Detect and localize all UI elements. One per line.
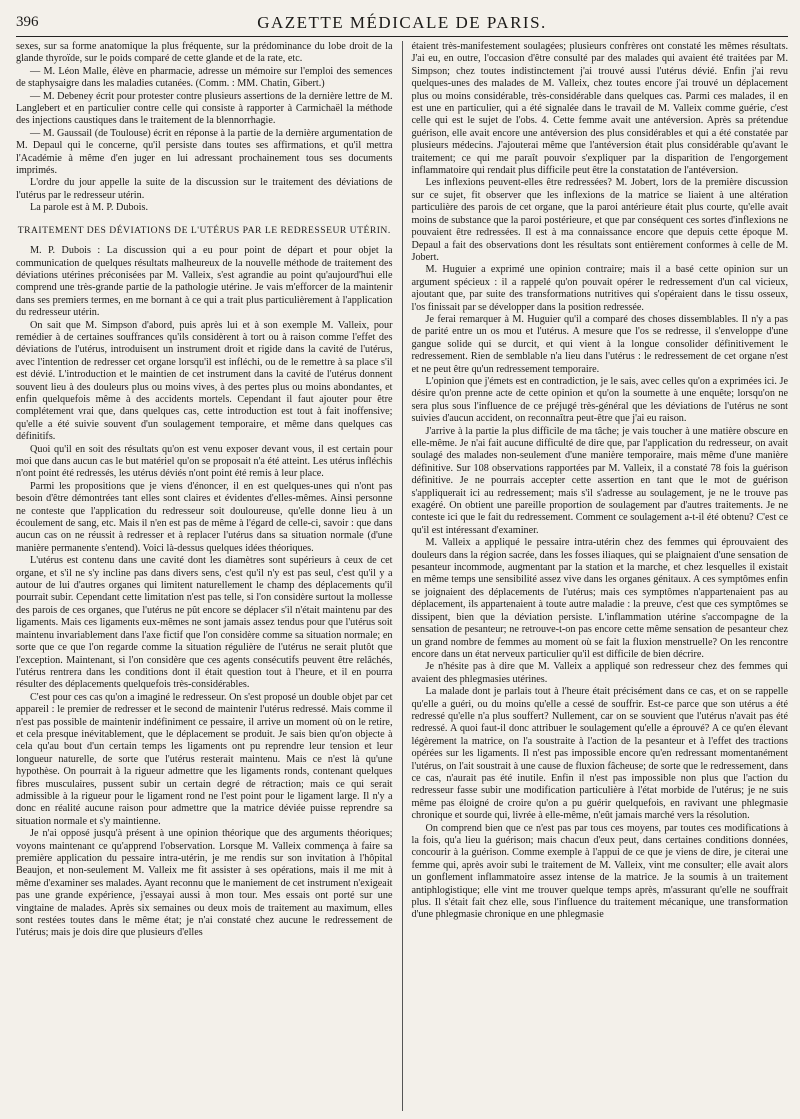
- paragraph: On comprend bien que ce n'est pas par tous ces moyens, par toutes ces modifications à la fois, qu'a lieu la guérison; mais chacun d'eux peut, dans certaines conditions données, concourir à la guérison. Comme exemple à l'appui de ce que je viens de dire, je citerai une femme qui, après avoir subi le traitement de M. Valleix, vint me consulter; elle avait alors un gonflement inflammatoire assez intense de la matrice. Je la soumis à un traitement antiphlogistique; elle vint me trouver quelque temps après, m'assurant qu'elle ne souffrait plus. Il s'était fait chez elle, sous l'influence du traitement mécanique, une transformation d'une phlegmasie chronique en une phlegmasie: [411, 822, 788, 921]
- paragraph: étaient très-manifestement soulagées; plusieurs confrères ont constaté les mêmes résultats. J'ai eu, en outre, l'occasion d'être consulté par des malades qui avaient été traitées par M. Simpson; chez toutes indistinctement j'ai trouvé aussi l'utérus dévié. Enfin j'ai revu quelques-unes des malades de M. Valleix, chez toutes encore j'ai trouvé un déplacement plus ou moins considérable, très-considérable dans quelques cas. Parmi ces malades, il en est une en particulier, qui a été signalée dans le travail de M. Valleix comme guérie, c'est celle qui est le sujet de l'obs. 4. Cette femme avait une antéversion. Après sa prétendue guérison, elle avait encore une antéversion des plus considérables et qui a été constatée par plusieurs médecins. J'ajouterai même que l'antéversion était plus considérable qu'avant le traitement; ce qui me paraît pouvoir s'expliquer par la disparition de l'engorgement inflammatoire qui rendait plus difficile peut être la constatation de l'antéversion.: [411, 41, 788, 177]
- paragraph: — M. Debeney écrit pour protester contre plusieurs assertions de la dernière lettre de M. Langlebert et en particulier contre celle qui consiste à rapporter à Carmichaël la méthode des injections caustiques dans le traitement de la blennorrhagie.: [16, 90, 393, 127]
- paragraph: La malade dont je parlais tout à l'heure était précisément dans ce cas, et on se rappelle qu'elle a guéri, ou du moins qu'elle a cessé de souffrir. Est-ce parce que son utérus a été redressé qu'elle n'a plus souffert? Nullement, car on se souvient que l'utérus n'avait pas été redressé. A quoi faut-il donc attribuer le soulagement qu'elle a éprouvé? A ce qu'en élevant légèrement la matrice, on l'a soustraite à l'action de la pesanteur et à l'effet des tractions opérées sur les ligaments. Il n'est pas impossible encore qu'en redressant momentanément l'utérus, on l'ait soustrait à une cause de fluxion fâcheuse; de sorte que le redressement, dans ce cas, n'aurait pas été inutile. Enfin il n'est pas impossible non plus que l'action du redresseur fasse subir une modification particulière à l'état morbide de l'utérus; je ne suis même pas éloigné de croire qu'on a pu guérir quelquefois, en ravivant une phlegmasie chronique et sourde qui, livrée à elle-même, n'eût jamais marché vers la résolution.: [411, 686, 788, 822]
- paragraph: Les inflexions peuvent-elles être redressées? M. Jobert, lors de la première discussion sur ce sujet, fit observer que les inflexions de la matrice se liaient à une altération particulière des parois de cet organe, que la paroi antérieure était plus courte, qu'elle avait moins de substance que la paroi postérieure, et que par conséquent ces sortes d'inflexions ne pouvaient être redressées. Il est à ma connaissance encore que depuis cette époque M. Depaul a fait des observations dont les résultats sont entièrement conformes à celle de M. Jobert.: [411, 177, 788, 263]
- paragraph: Je n'ai opposé jusqu'à présent à une opinion théorique que des arguments théoriques; voyons maintenant ce qu'apprend l'observation. Lorsque M. Valleix commença à faire sa première application du pessaire intra-utérin, je me rendis sur son invitation à l'hôpital Beaujon, et non-seulement M. Valleix me fit assister à ses opérations, mais il me mit à même d'examiner ses malades. Ayant reconnu que le maniement de cet instrument n'exigeait pas une grande expérience, j'essayai aussi à mon tour. Mes essais ont porté sur une vingtaine de malades. Après six semaines ou deux mois de traitement au maximum, elles sont restées toutes dans le même état; je n'ai constaté chez aucune le redressement de l'utérus; mais je dois dire que plusieurs d'elles: [16, 828, 393, 939]
- paragraph: L'opinion que j'émets est en contradiction, je le sais, avec celles qu'on a exprimées ici. Je désire qu'on prenne acte de cette opinion et qu'on la soumette à une enquête; lorsqu'on ne sera plus sous l'influence de ce préjugé très-général que les déviations de l'utérus ne sont suivies d'aucun accident, on reconnaîtra peut-être que j'ai eu raison.: [411, 375, 788, 425]
- text-columns: [16, 41, 788, 1111]
- paragraph: Je ferai remarquer à M. Huguier qu'il a comparé des choses dissemblables. Il n'y a pas de parité entre un os mou et l'utérus. A mesure que l'os se redresse, il s'enveloppe d'une gangue solide qui se durcit, et qui vient à la longue consolider définitivement le redressement. Rien de semblable n'a lieu dans l'utérus : le redressement de cet organe n'est et ne peut être qu'un redressement temporaire.: [411, 313, 788, 375]
- paragraph: — M. Léon Malle, élève en pharmacie, adresse un mémoire sur l'emploi des semences de staphysaigre dans les maladies cutanées. (Comm. : MM. Chatin, Gibert.): [16, 65, 393, 90]
- left-column: [16, 41, 403, 1111]
- paragraph: J'arrive à la partie la plus difficile de ma tâche; je vais toucher à une matière obscure en elle-même. Je n'ai fait aucune difficulté de dire que, par l'application du redresseur, on avait soulagé des malades non-seulement d'une manière temporaire, mais même d'une manière définitive. Sur 108 observations rapportées par M. Valleix, il a constaté 78 fois la guérison définitive. Je ne pourrais accepter cette assertion en tant que le mot de guérison s'appliquerait ici au redressement; mais s'il s'adresse au soulagement, je ne le trouve pas exagéré. On obtient une pareille proportion de soulagement par d'autres traitements. Je ne conteste ici que le fait du redressement. Comment ce soulagement a-t-il été obtenu? C'est ce qu'il est intéressant d'examiner.: [411, 425, 788, 536]
- section-heading: TRAITEMENT DES DÉVIATIONS DE L'UTÉRUS PAR LE REDRESSEUR UTÉRIN.: [17, 224, 391, 236]
- paragraph: On sait que M. Simpson d'abord, puis après lui et à son exemple M. Valleix, pour remédier à de certaines souffrances qu'ils considèrent à tort ou à raison comme l'effet des déviations de l'utérus, introduisent un instrument droit et rigide dans la cavité de l'utérus, avec l'intention de redresser cet organe lorsqu'il est infléchi, ou de le remettre à sa place s'il est dévié. L'introduction et le maintien de cet instrument dans la cavité de l'utérus donnent souvent lieu à des douleurs plus ou moins vives, à des pertes plus ou moins abondantes, et enfin quelquefois même à des accidents mortels. Cependant il faut ajouter pour être complétement vrai que, dans quelques cas, cette introduction est tout à fait inoffensive; qu'elle a été suivie souvent d'un soulagement temporaire, et même dans quelques cas définitifs.: [16, 319, 393, 443]
- paragraph: L'ordre du jour appelle la suite de la discussion sur le traitement des déviations de l'utérus par le redresseur utérin.: [16, 177, 393, 201]
- paragraph: La parole est à M. P. Dubois.: [30, 202, 148, 214]
- page-number: 396: [16, 14, 39, 30]
- paragraph: — M. Gaussail (de Toulouse) écrit en réponse à la partie de la dernière argumentation de M. Depaul qui le concerne, qu'il persiste dans toutes ses affirmations, et qu'il mettra l'Académie à même d'en juger en lui adressant prochainement tous ses documents imprimés.: [16, 127, 393, 177]
- paragraph: L'utérus est contenu dans une cavité dont les diamètres sont supérieurs à ceux de cet organe, et s'il ne s'y incline pas dans divers sens, c'est qu'il n'y est pas seul, c'est qu'il y a autour de lui d'autres organes qui limitent naturellement le champ des déplacements qu'il pourrait subir. Cependant cette limitation n'est pas telle, si l'on considère surtout la mollesse des parois de ces organes, que l'utérus ne pût encore se déplacer s'il n'était maintenu par des ligaments. Mais ces ligaments eux-mêmes ne sont jamais assez tendus pour que l'utérus soit maintenu invariablement dans l'axe fictif que l'on considère comme sa situation normale; en sorte que ce que l'on regarde comme la situation régulière de l'utérus ne serait plutôt que l'exception. Maintenant, si l'on considère que ces agents consécutifs peuvent être relâchés, l'utérus rentrera dans les conditions dont il était question tout à l'heure, et il en pourra résulter des déplacements quelquefois très-considérables.: [16, 555, 393, 691]
- paragraph: sexes, sur sa forme anatomique la plus fréquente, sur la prédominance du lobe droit de la glande thyroïde, sur le poids comparé de cette glande et de la rate, etc.: [16, 41, 393, 65]
- paragraph: Je n'hésite pas à dire que M. Valleix a appliqué son redresseur chez des femmes qui avaient des phlegmasies utérines.: [411, 661, 788, 685]
- page-header: [16, 12, 788, 37]
- paragraph: M. Valleix a appliqué le pessaire intra-utérin chez des femmes qui éprouvaient des douleurs dans la région sacrée, dans les fosses iliaques, qui se plaignaient d'une sensation de pesanteur incommode, augmentant par la station et la marche, et chez lesquelles il existait en même temps une sensibilité assez vive dans les organes génitaux. A ces symptômes enfin se joignaient des déplacements de l'utérus; mais ces symptômes n'appartenaient pas au déplacement, ils appartenaient à toute autre maladie : la preuve, c'est que ces symptômes se dissipent, bien que la déviation persiste. L'inflammation utérine s'accompagne de la sensation de pesanteur; ne retrouve-t-on pas encore cette même sensation de pesanteur chez un grand nombre de femmes au moment où se fait la fluxion menstruelle? On les rencontre encore dans un état nerveux particulier qu'il est difficile de bien décrire.: [411, 537, 788, 660]
- journal-title: GAZETTE MÉDICALE DE PARIS.: [257, 13, 547, 32]
- paragraph: Quoi qu'il en soit des résultats qu'on est venu exposer devant vous, il est certain pour moi que dans aucun cas le but matériel qu'on se proposait n'a été atteint. Les utérus infléchis n'ont point été redressés, les utérus déviés n'ont point été remis à leur place.: [16, 443, 393, 480]
- paragraph: Parmi les propositions que je viens d'énoncer, il en est quelques-unes qui n'ont pas besoin d'être démontrées tant elles sont claires et évidentes d'elles-mêmes. Ainsi personne ne conteste que l'application du redresseur soit douloureuse, qu'elle donne lieu à un écoulement de sang, etc. Mais il n'en est pas de même à l'égard de celle-ci, savoir : que dans aucun cas on ne réussit à redresser et à replacer l'utérus dans sa situation normale (d'une manière permanente s'entend). Voici là-dessus quelques idées théoriques.: [16, 480, 393, 554]
- paragraph: M. Huguier a exprimé une opinion contraire; mais il a basé cette opinion sur un argument spécieux : il a rappelé qu'on pouvait opérer le redressement d'un cal vicieux, ajoutant que, par suite des transformations nutritives qui s'opéraient dans le tissu osseux, l'os finissait par se développer dans la position redressée.: [411, 264, 788, 313]
- right-column: [403, 41, 789, 1111]
- paragraph: M. P. Dubois : La discussion qui a eu pour point de départ et pour objet la communication de quelques résultats malheureux de la nouvelle méthode de traitement des déviations utérines préconisées par M. Valleix, s'est agrandie au point qu'aujourd'hui elle comprend une très-grande partie de la pathologie utérine. Je vais m'efforcer de la maintenir dans ses premiers termes, en me bornant à ce qui a trait plus particulièrement à l'application du redresseur utérin.: [16, 245, 393, 319]
- paragraph: C'est pour ces cas qu'on a imaginé le redresseur. On s'est proposé un double objet par cet appareil : le premier de redresser et le second de maintenir l'utérus redressé. Mais comme il n'est pas possible de maintenir indéfiniment ce pessaire, il arrive un moment où on le retire, et cela presque inévitablement, que le déplacement se produit. Je sais bien qu'on objecte à cela qu'au bout d'un certain temps les ligaments ont pu reprendre leur tension et leur longueur naturelle, de sorte que l'utérus resterait maintenu. Mais ce n'est là qu'une hypothèse. On pourrait à la rigueur admettre que les ligaments ronds, contenant quelques fibres musculaires, pussent subir un certain degré de rétraction; mais ce qui serait admissible à la rigueur pour le ligament rond ne l'est point pour le ligament large. Il n'y a donc en réalité aucune raison pour admettre que la matrice déviée puisse reprendre sa situation normale et s'y maintienne.: [16, 691, 393, 827]
